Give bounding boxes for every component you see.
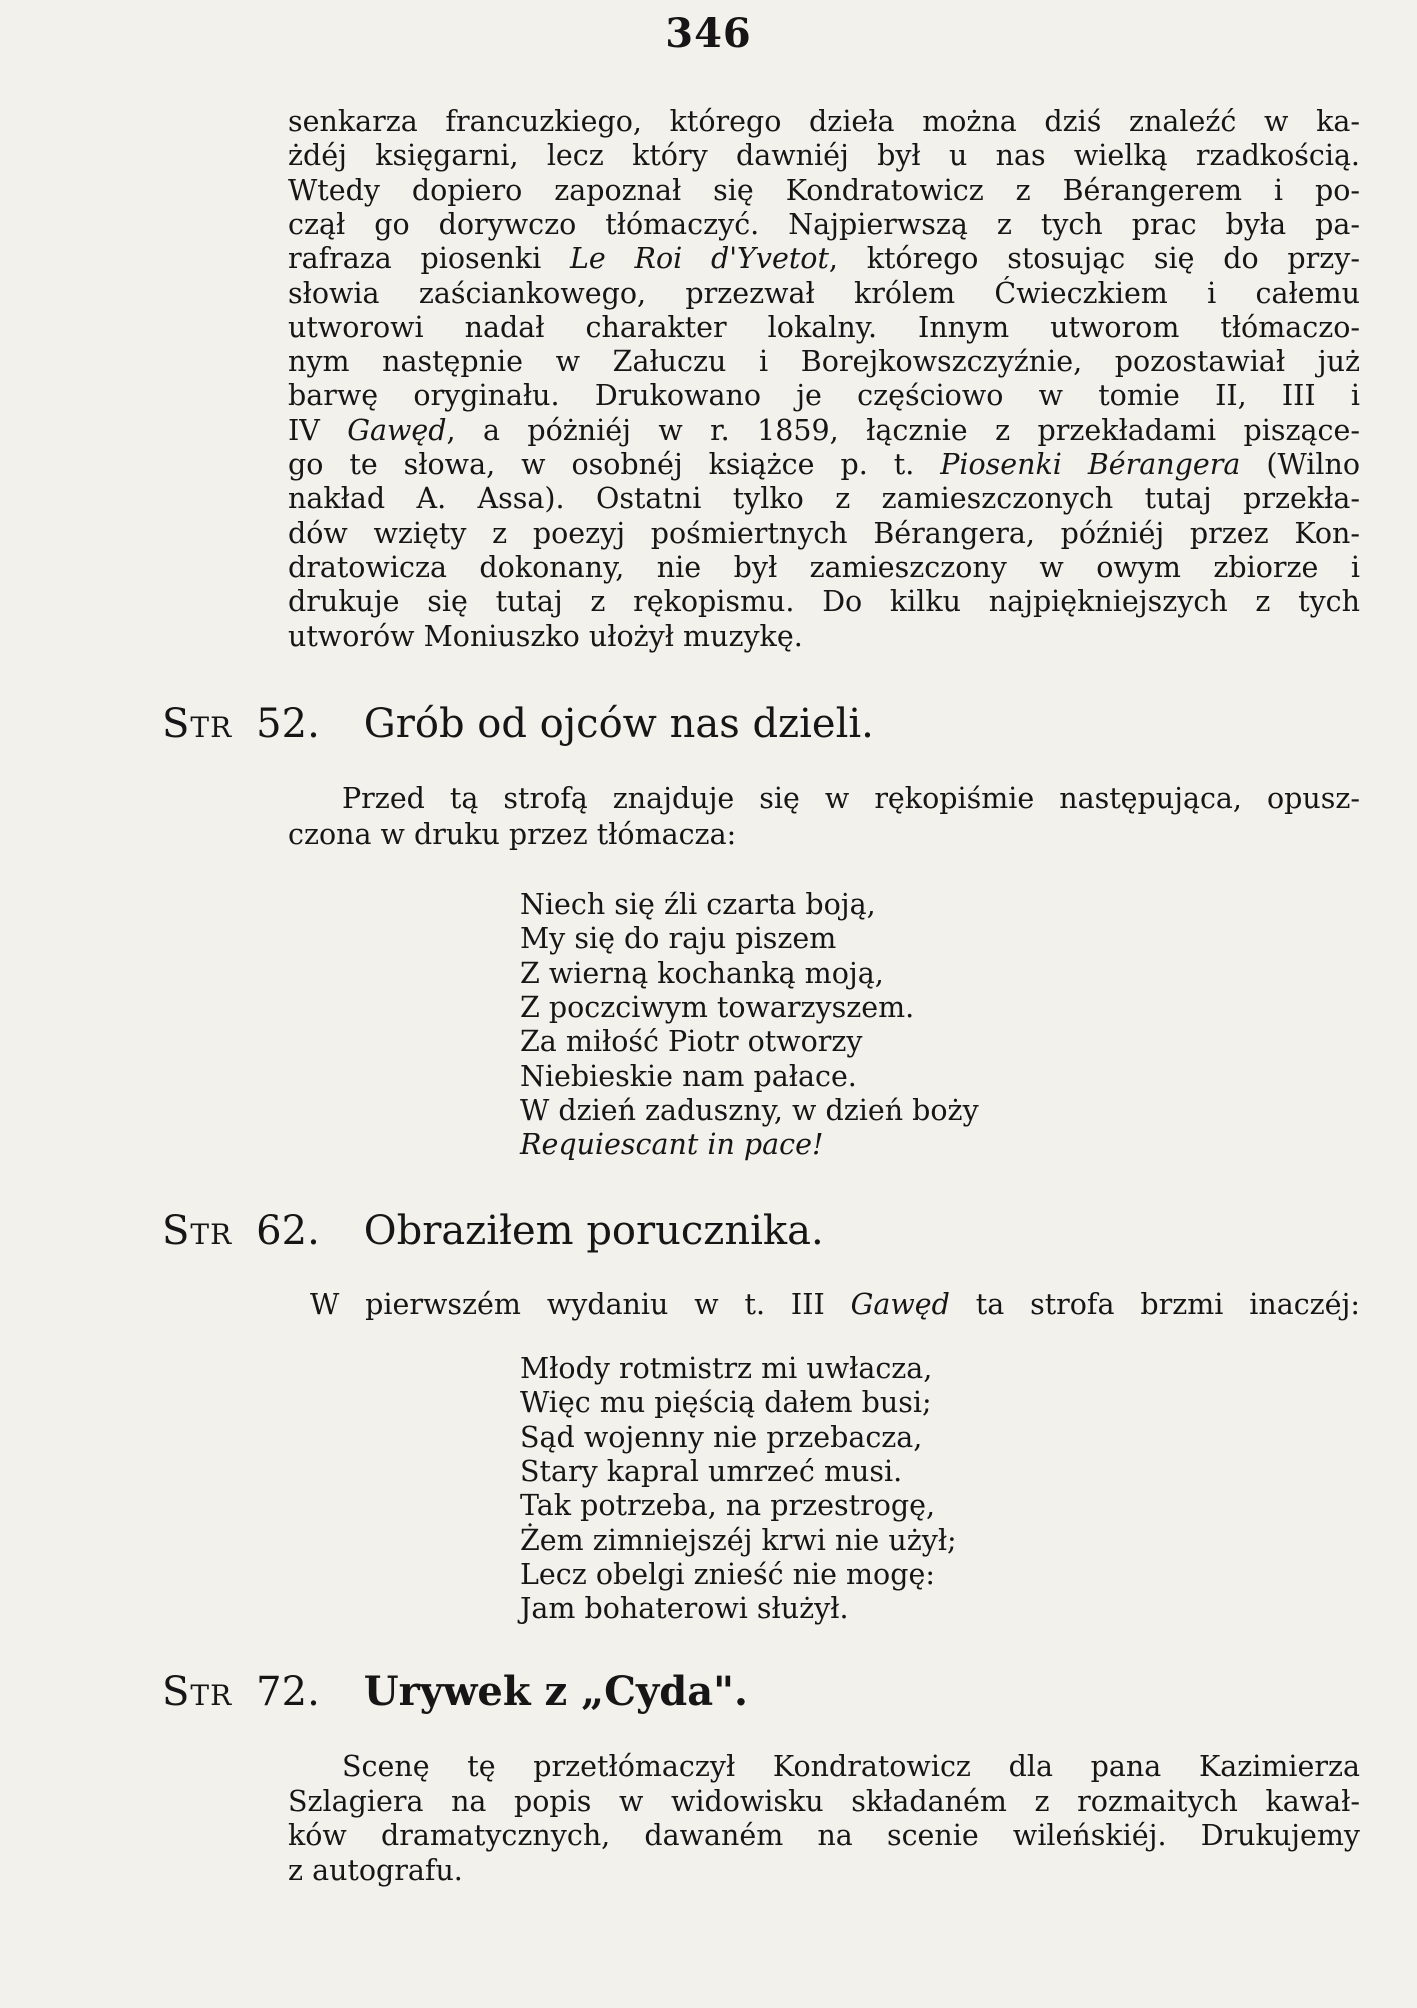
section-title: Obraziłem porucznika. <box>363 1208 824 1254</box>
text-segment: , którego stosując się do przy- <box>828 242 1360 275</box>
verse-line: Młody rotmistrz mi uwłacza, <box>520 1352 933 1385</box>
verse-line: Z wierną kochanką moją, <box>520 957 884 990</box>
text-line: barwę oryginału. Drukowano je częściowo w tomie II, III i <box>288 379 1360 412</box>
text-line: drukuje się tutaj z rękopismu. Do kilku najpiękniejszych z tych <box>288 585 1360 618</box>
verse-line: Żem zimniejszéj krwi nie użył; <box>520 1524 957 1557</box>
text-line: czona w druku przez tłómacza: <box>288 818 737 851</box>
section-page-number: 52. <box>256 701 320 747</box>
text-line: nym następnie w Załuczu i Borejkowszczyźnie, pozostawiał już <box>288 345 1360 378</box>
text-line: senkarza francuzkiego, którego dzieła można dziś znaleźć w ka- <box>288 105 1360 138</box>
verse-line: Niech się źli czarta boją, <box>520 888 876 921</box>
verse-line: Z poczciwym towarzyszem. <box>520 991 915 1024</box>
text-line: czął go dorywczo tłómaczyć. Najpierwszą z tych prac była pa- <box>288 208 1360 241</box>
verse-line: Sąd wojenny nie przebacza, <box>520 1421 923 1454</box>
section-heading <box>162 700 874 748</box>
text-line: dów wzięty z poezyj pośmiertnych Bérangera, późniéj przez Kon- <box>288 517 1360 550</box>
italic-title: Le Roi d'Yvetot <box>570 242 829 275</box>
verse-line: W dzień zaduszny, w dzień boży <box>520 1094 979 1127</box>
text-segment: ta strofa brzmi inaczéj: <box>949 1288 1360 1321</box>
text-line: żdéj księgarni, lecz który dawniéj był u nas wielką rzadkością. <box>288 139 1360 172</box>
section-heading <box>162 1207 824 1255</box>
verse-line: Lecz obelgi znieść nie mogę: <box>520 1558 935 1591</box>
section-page-label: Str <box>162 1208 233 1254</box>
text-line: nakład A. Assa). Ostatni tylko z zamieszczonych tutaj przekła- <box>288 482 1360 515</box>
text-line <box>288 414 1360 448</box>
text-line <box>310 1288 1360 1322</box>
text-line <box>288 448 1360 482</box>
verse-line: My się do raju piszem <box>520 922 837 955</box>
verse-line: Requiescant in pace! <box>520 1128 824 1161</box>
verse-line: Więc mu pięścią dałem busi; <box>520 1386 932 1419</box>
section-page-label: Str <box>162 1669 233 1715</box>
verse-line: Za miłość Piotr otworzy <box>520 1025 863 1058</box>
section-page-number: 62. <box>256 1208 320 1254</box>
text-line: dratowicza dokonany, nie był zamieszczony w owym zbiorze i <box>288 551 1360 584</box>
text-segment: , a póżniéj w r. 1859, łącznie z przekładami piszące- <box>446 414 1360 447</box>
italic-title: Gawęd <box>850 1288 950 1321</box>
section-page-label: Str <box>162 701 233 747</box>
text-line: ków dramatycznych, dawaném na scenie wileńskiéj. Drukujemy <box>288 1819 1360 1852</box>
verse-line: Niebieskie nam pałace. <box>520 1060 857 1093</box>
text-line: Przed tą strofą znajduje się w rękopiśmie następująca, opusz- <box>342 782 1360 815</box>
page-number: 346 <box>665 10 752 57</box>
text-segment: IV <box>288 414 348 447</box>
section-title: Urywek z „Cyda". <box>363 1668 748 1715</box>
text-line: Wtedy dopiero zapoznał się Kondratowicz z Bérangerem i po- <box>288 174 1360 207</box>
text-line: słowia zaściankowego, przezwał królem Ćwieczkiem i całemu <box>288 277 1360 310</box>
text-segment: (Wilno <box>1240 448 1360 481</box>
text-line: Scenę tę przetłómaczył Kondratowicz dla pana Kazimierza <box>342 1750 1360 1783</box>
italic-title: Gawęd <box>347 414 447 447</box>
text-segment: W pierwszém wydaniu w t. III <box>310 1288 851 1321</box>
text-line: utworów Moniuszko ułożył muzykę. <box>288 620 803 653</box>
verse-line: Stary kapral umrzeć musi. <box>520 1455 903 1488</box>
italic-title: Piosenki Bérangera <box>940 448 1241 481</box>
section-page-number: 72. <box>256 1669 320 1715</box>
text-line <box>288 242 1360 276</box>
section-title: Grób od ojców nas dzieli. <box>363 701 874 747</box>
text-line: z autografu. <box>288 1854 463 1887</box>
text-line: utworowi nadał charakter lokalny. Innym utworom tłómaczo- <box>288 311 1360 344</box>
text-segment: go te słowa, w osobnéj książce p. t. <box>288 448 941 481</box>
verse-line: Tak potrzeba, na przestrogę, <box>520 1489 936 1522</box>
verse-line: Jam bohaterowi służył. <box>520 1592 849 1625</box>
text-line: Szlagiera na popis w widowisku składaném z rozmaitych kawał- <box>288 1785 1360 1818</box>
section-heading <box>162 1668 748 1716</box>
text-segment: rafraza piosenki <box>288 242 570 275</box>
